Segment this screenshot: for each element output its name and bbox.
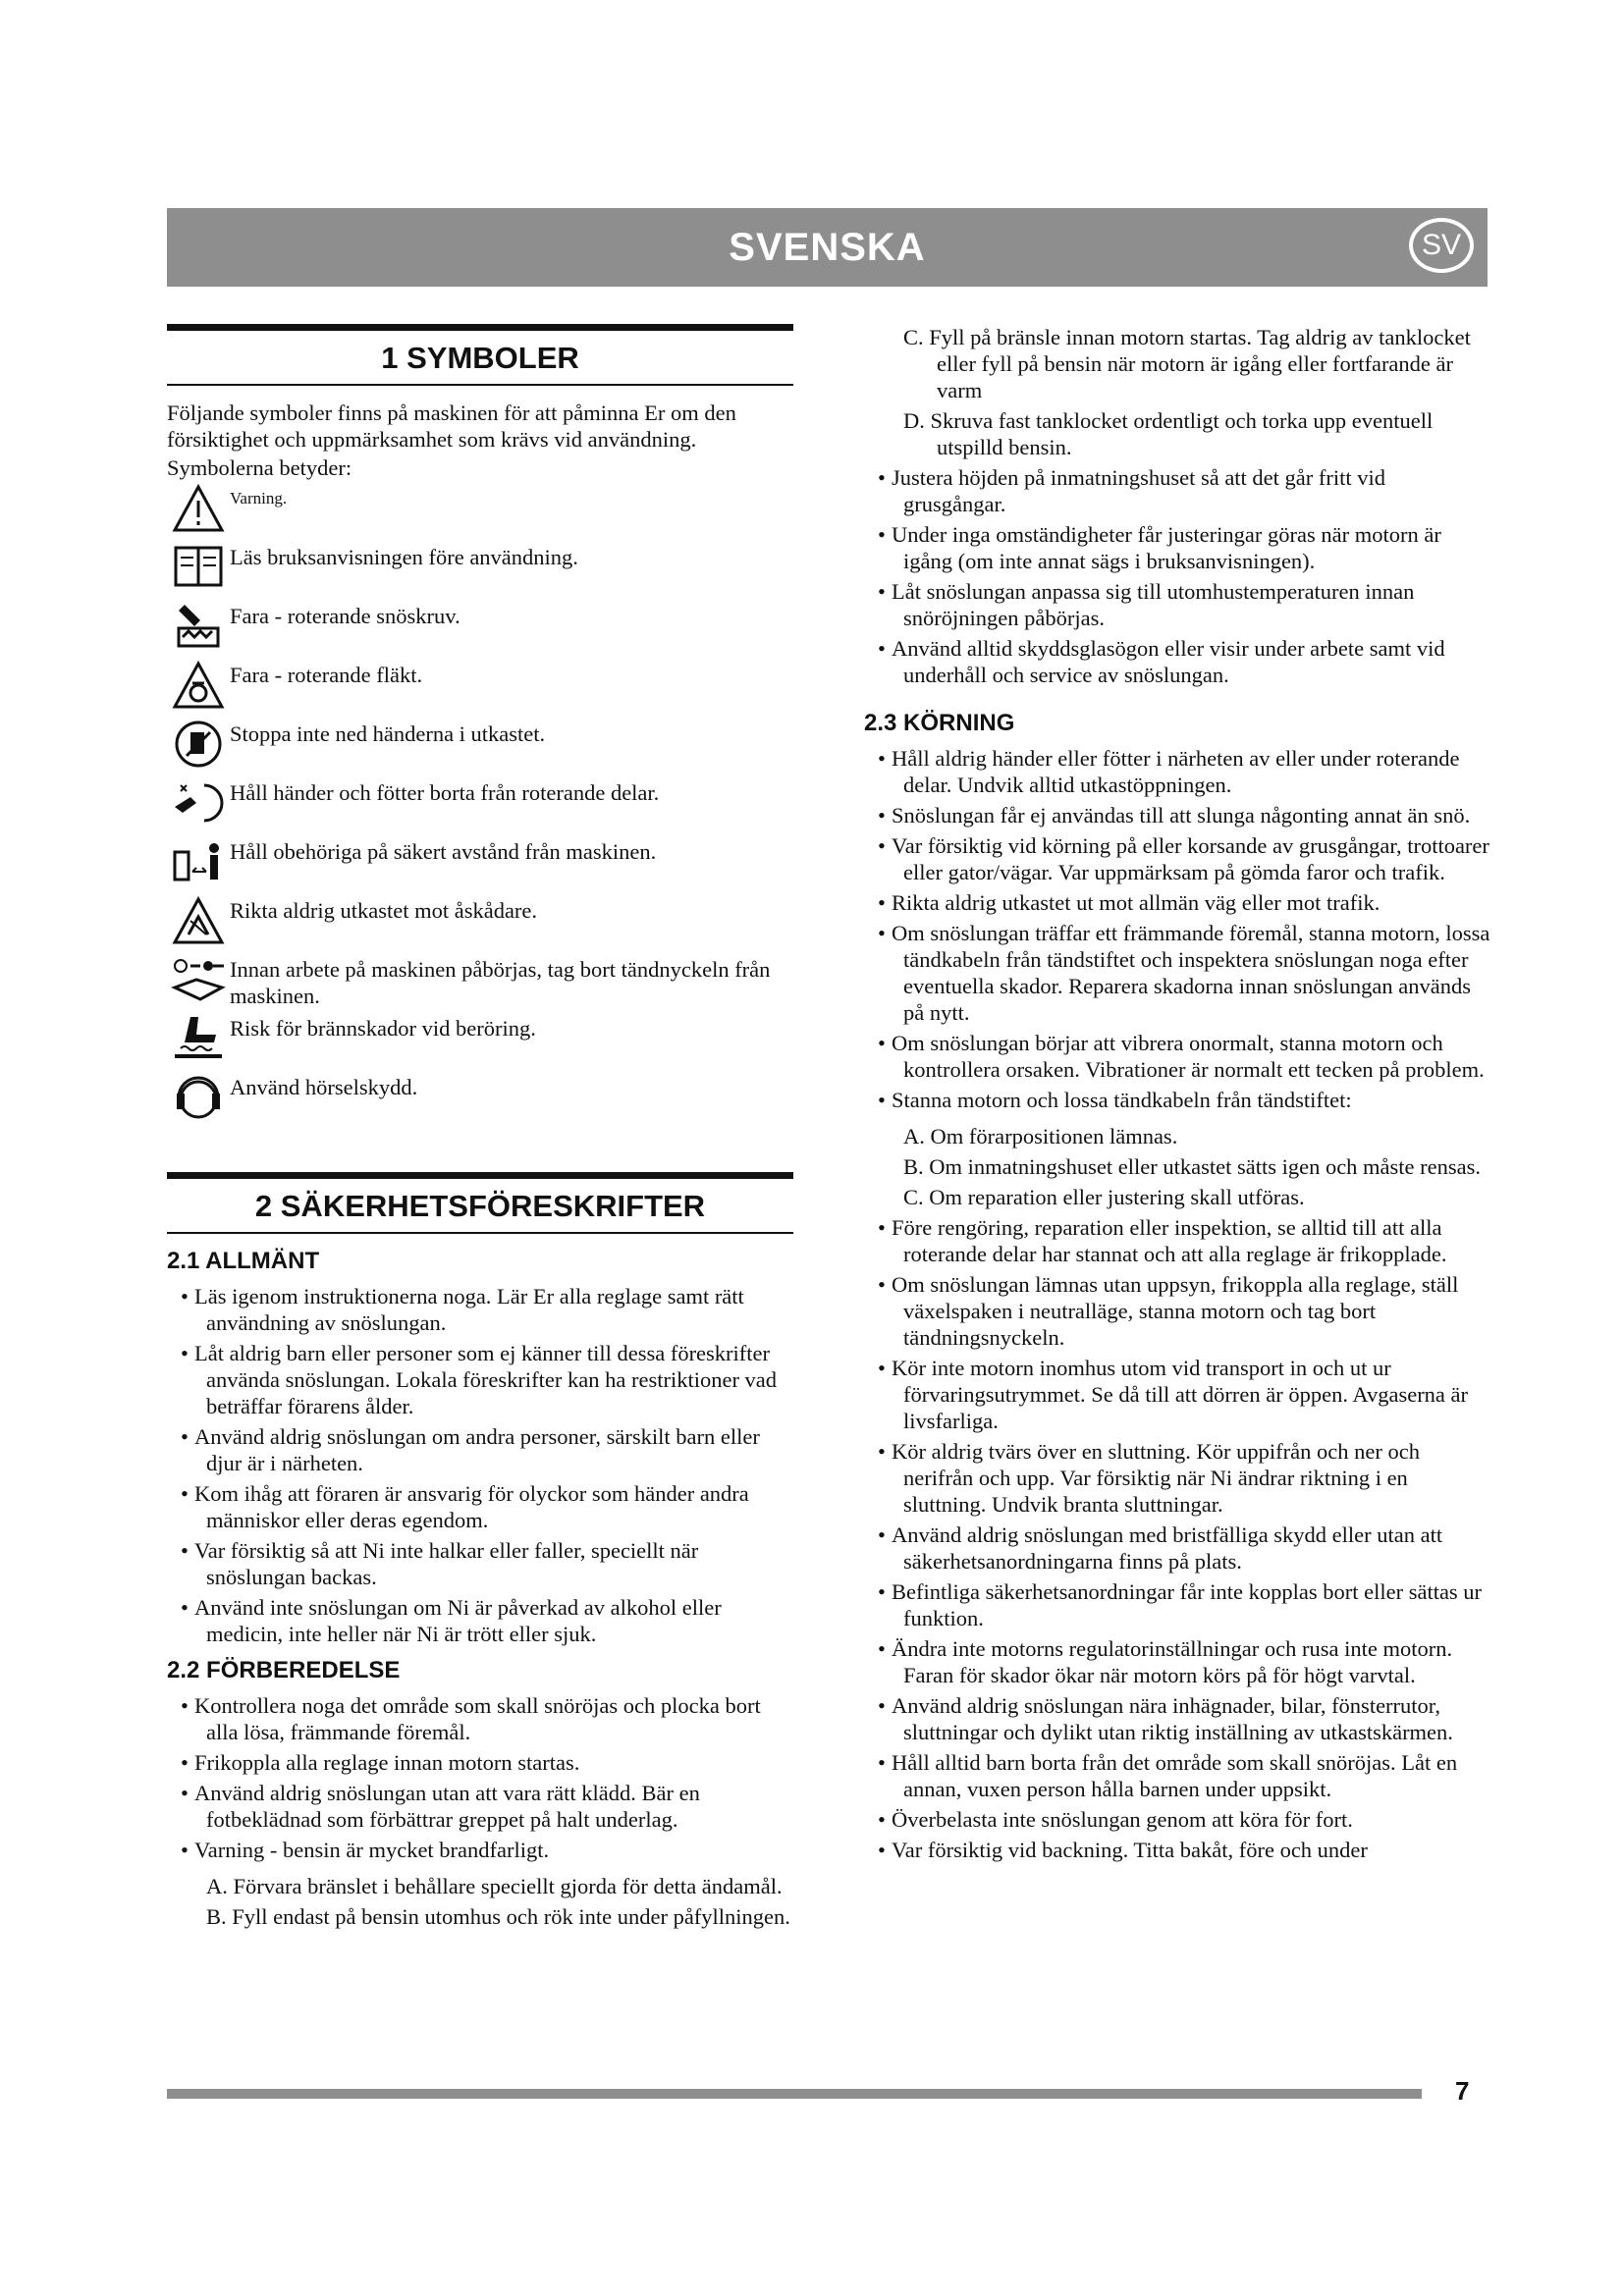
subsection-general-title: 2.1 ALLMÄNT [167,1248,320,1274]
list-item: • Använd aldrig snöslungan med bristfälliga skydd eller utan att säkerhetsanordningarna finns på plats. [864,1522,1492,1575]
general-rules-list [167,1283,793,1647]
list-item: • Låt snöslungan anpassa sig till utomhustemperaturen innan snöröjningen påbörjas. [864,578,1492,631]
language-code-badge: SV [1409,218,1474,273]
section-2-title: 2 SÄKERHETSFÖRESKRIFTER [167,1172,793,1234]
list-item: • Använd aldrig snöslungan om andra personer, särskilt barn eller djur är i närheten. [167,1423,793,1476]
preparation-rules-list [167,1692,793,1863]
symbol-row [167,599,793,658]
list-item: • Stanna motorn och lossa tändkabeln från tändstiftet: [864,1087,1492,1113]
symbol-row [167,658,793,717]
list-item: • Använd alltid skyddsglasögon eller visir under arbete samt vid underhåll och service av snöslungan. [864,635,1492,688]
list-item: • Använd inte snöslungan om Ni är påverkad av alkohol eller medicin, inte heller när Ni är trött eller sjuk. [167,1594,793,1647]
list-item: • Överbelasta inte snöslungan genom att köra för fort. [864,1806,1492,1833]
hearing-protection-icon [167,1070,230,1125]
rotating-fan-icon [167,658,230,713]
right-column [864,324,1492,1873]
remove-key-icon [167,952,230,1007]
symbols-lead-text: Symbolerna betyder: [167,455,352,480]
symbol-row [167,893,793,952]
symbols-list [167,481,793,1129]
list-item: • Före rengöring, reparation eller inspektion, se alltid till att alla roterande delar har stannat och att alla reglage är frikopplade. [864,1214,1492,1267]
subsection-preparation-title: 2.2 FÖRBEREDELSE [167,1657,401,1683]
list-item: • Håll aldrig händer eller fötter i närheten av eller under roterande delar. Undvik alltid utkastöppningen. [864,745,1492,798]
list-item: • Kom ihåg att föraren är ansvarig för olyckor som händer andra människor eller deras egendom. [167,1480,793,1533]
list-item: • Frikoppla alla reglage innan motorn startas. [167,1749,793,1776]
manual-book-icon [167,540,230,595]
symbol-description: Innan arbete på maskinen påbörjas, tag bort tändnyckeln från maskinen. [230,957,771,1008]
list-item: • Använd aldrig snöslungan nära inhägnader, bilar, fönsterrutor, sluttningar och dylikt utan riktig inställning av utkastskärmen. [864,1692,1492,1745]
list-item: • Ändra inte motorns regulatorinställningar och rusa inte motorn. Faran för skador ökar när motorn körs på för högt varvtal. [864,1635,1492,1688]
symbols-intro-paragraph: Följande symboler finns på maskinen för att påminna Er om den försiktighet och uppmärksamhet som krävs vid användning. [167,400,736,452]
list-item: • Om snöslungan träffar ett främmande föremål, stanna motorn, lossa tändkabeln från tändstiftet och inspektera snöslungan noga efter eventuella skador. Reparera skadorna innan snöslungan används på nytt. [864,920,1492,1026]
symbol-row [167,481,793,540]
symbol-description: Stoppa inte ned händerna i utkastet. [230,721,546,746]
list-item: • Kör aldrig tvärs över en sluttning. Kör uppifrån och ner och nerifrån och upp. Var försiktig när Ni ändrar riktning i en sluttning. Undvik branta sluttningar. [864,1438,1492,1518]
list-item: • Läs igenom instruktionerna noga. Lär Er alla reglage samt rätt användning av snöslungan. [167,1283,793,1336]
list-item: A. Förvara bränslet i behållare speciellt gjorda för detta ändamål. [206,1874,783,1898]
list-item: • Varning - bensin är mycket brandfarligt. [167,1837,793,1863]
list-item: D. Skruva fast tanklocket ordentligt och torka upp eventuell utspilld bensin. [903,408,1434,459]
list-item: • Låt aldrig barn eller personer som ej känner till dessa föreskrifter använda snöslungan. Lokala föreskrifter kan ha restriktioner vad beträffar förarens ålder. [167,1340,793,1419]
warning-triangle-icon [167,481,230,536]
list-item: • Om snöslungan börjar att vibrera onormalt, stanna motorn och kontrollera orsaken. Vibrationer är normalt ett tecken på problem. [864,1030,1492,1083]
symbol-description: Använd hörselskydd. [230,1075,418,1099]
hands-feet-away-icon [167,775,230,830]
list-item: B. Fyll endast på bensin utomhus och rök inte under påfyllningen. [206,1904,790,1929]
list-item: C. Fyll på bränsle innan motorn startas. Tag aldrig av tanklocket eller fyll på bensin när motorn är igång eller fortfarande är varm [903,325,1471,402]
symbol-description: Risk för brännskador vid beröring. [230,1016,536,1041]
subsection-operation-title: 2.3 KÖRNING [864,710,1015,736]
symbol-description: Fara - roterande fläkt. [230,663,423,687]
operation-rules-list-continued [864,1214,1492,1863]
list-item: • Använd aldrig snöslungan utan att vara rätt klädd. Bär en fotbeklädnad som förbättrar greppet på halt underlag. [167,1780,793,1833]
left-column [167,324,793,1934]
operation-rules-list [864,745,1492,1113]
list-item: • Om snöslungan lämnas utan uppsyn, frikoppla alla reglage, ställ växelspaken i neutralläge, stanna motorn och tag bort tändningsnyckeln. [864,1271,1492,1351]
page-language-title: SVENSKA [729,225,926,269]
symbol-row [167,717,793,775]
list-item: • Befintliga säkerhetsanordningar får inte kopplas bort eller sättas ur funktion. [864,1578,1492,1631]
list-item: • Kontrollera noga det område som skall snöröjas och plocka bort alla lösa, främmande föremål. [167,1692,793,1745]
chute-direction-icon [167,893,230,948]
symbol-row [167,952,793,1011]
symbol-row [167,834,793,893]
symbol-description: Rikta aldrig utkastet mot åskådare. [230,898,538,923]
list-item: • Rikta aldrig utkastet ut mot allmän väg eller mot trafik. [864,889,1492,916]
list-item: • Kör inte motorn inomhus utom vid transport in och ut ur förvaringsutrymmet. Se då till att dörren är öppen. Avgaserna är livsfarliga. [864,1355,1492,1434]
list-item: • Justera höjden på inmatningshuset så att det går fritt vid grusgångar. [864,464,1492,517]
list-item: • Var försiktig vid körning på eller korsande av grusgångar, trottoarer eller gator/vägar. Var uppmärksam på gömda faror och trafik. [864,832,1492,885]
hot-surface-icon [167,1011,230,1066]
list-item: C. Om reparation eller justering skall utföras. [903,1185,1305,1209]
symbol-row [167,540,793,599]
footer-bar [167,2089,1422,2099]
list-item: • Var försiktig så att Ni inte halkar eller faller, speciellt när snöslungan backas. [167,1537,793,1590]
list-item: • Var försiktig vid backning. Titta bakåt, före och under [864,1837,1492,1863]
symbol-description: Fara - roterande snöskruv. [230,604,460,628]
preparation-rules-list-continued [864,464,1492,688]
fuel-instructions-list-continued [864,324,1492,460]
stop-engine-cases-list [864,1123,1492,1210]
section-1-title: 1 SYMBOLER [167,324,793,386]
list-item: A. Om förarpositionen lämnas. [903,1124,1178,1148]
list-item: B. Om inmatningshuset eller utkastet sätts igen och måste rensas. [903,1154,1482,1179]
list-item: • Under inga omständigheter får justeringar göras när motorn är igång (om inte annat sägs i bruksanvisningen). [864,521,1492,574]
bystander-distance-icon [167,834,230,889]
list-item: • Håll alltid barn borta från det område som skall snöröjas. Låt en annan, vuxen person hålla barnen under uppsikt. [864,1749,1492,1802]
fuel-instructions-list [167,1873,793,1930]
symbol-row [167,775,793,834]
language-header-bar [167,208,1488,287]
symbol-description: Håll händer och fötter borta från roterande delar. [230,780,660,805]
symbol-description: Läs bruksanvisningen före användning. [230,545,578,569]
symbol-description: Varning. [230,489,288,507]
page-number: 7 [1455,2076,1470,2106]
symbol-row [167,1011,793,1070]
symbol-row [167,1070,793,1129]
list-item: • Snöslungan får ej användas till att slunga någonting annat än snö. [864,802,1492,828]
hand-in-chute-icon [167,717,230,772]
symbol-description: Håll obehöriga på säkert avstånd från maskinen. [230,839,657,864]
rotating-auger-icon [167,599,230,654]
